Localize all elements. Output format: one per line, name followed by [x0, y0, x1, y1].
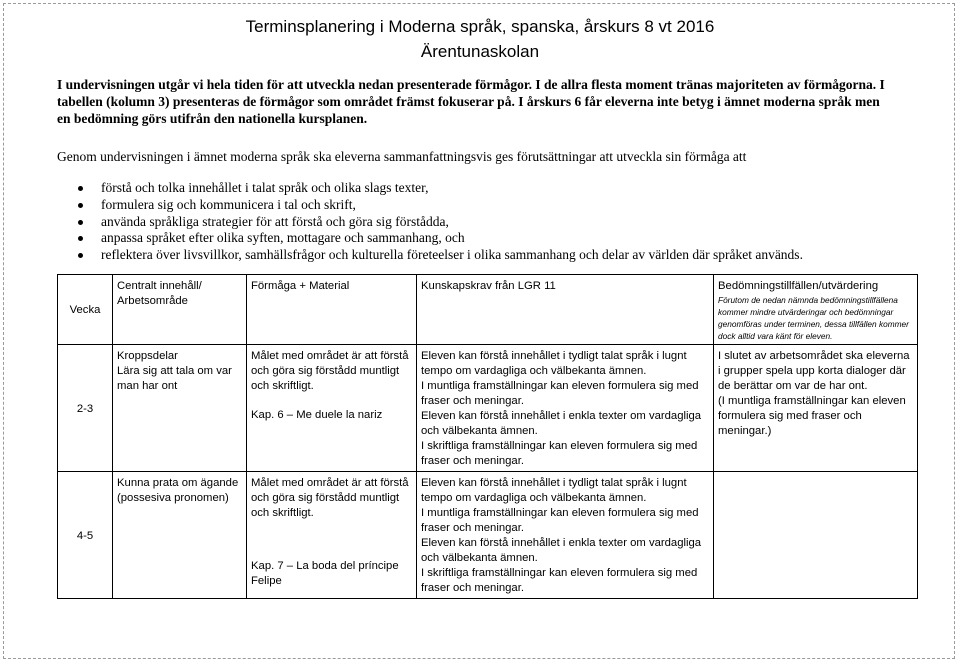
table-row — [58, 345, 918, 472]
page-title: Terminsplanering i Moderna språk, spanska, årskurs 8 vt 2016 — [245, 17, 715, 36]
criteria-cell: Eleven kan förstå innehållet i tydligt talat språk i lugnt tempo om vardagliga och välbekanta ämnen. I muntliga framställningar kan eleven formulera sig med fraser och meningar. Eleven kan förstå innehållet i enkla texter om vardagliga och välbekanta ämnen. I skriftliga framställningar kan eleven formulera sig med fraser och meningar. — [417, 345, 714, 472]
ability-cell: Målet med området är att förstå och göra sig förstådd muntligt och skriftligt. Kap. 6 – Me duele la nariz — [247, 345, 417, 472]
table-header-row — [58, 275, 918, 345]
assessment-cell: I slutet av arbetsområdet ska eleverna i grupper spela upp korta dialoger där de berättar om var de har ont. (I muntliga framställningar kan eleven formulera sig med fraser och meningar.) — [714, 345, 918, 472]
bullet-icon — [78, 220, 83, 225]
planning-table — [57, 274, 918, 599]
table-row — [58, 472, 918, 599]
criteria-cell: Eleven kan förstå innehållet i tydligt talat språk i lugnt tempo om vardagliga och välbekanta ämnen. I muntliga framställningar kan eleven formulera sig med fraser och meningar. Eleven kan förstå innehållet i enkla texter om vardagliga och välbekanta ämnen. I skriftliga framställningar kan eleven formulera sig med fraser och meningar. — [417, 472, 714, 599]
bullet-icon — [78, 236, 83, 241]
ability-item: formulera sig och kommunicera i tal och skrift, — [70, 197, 803, 214]
ability-cell: Målet med området är att förstå och göra sig förstådd muntligt och skriftligt. Kap. 7 – La boda del príncipe Felipe — [247, 472, 417, 599]
abilities-lead: Genom undervisningen i ämnet moderna språk ska eleverna sammanfattningsvis ges förutsättningar att utveckla sin förmåga att — [57, 149, 747, 164]
ability-item: reflektera över livsvillkor, samhällsfrågor och kulturella företeelser i olika sammanhang och delar av världen där språket används. — [70, 247, 803, 264]
content-cell: Kunna prata om ägande (possesiva pronomen) — [113, 472, 247, 599]
bullet-icon — [78, 253, 83, 258]
material-label: Kap. 6 – Me duele la nariz — [251, 409, 383, 421]
assessment-note: Förutom de nedan nämnda bedömningstillfällena kommer mindre utvärderingar och bedömningar genomföras under terminen, dessa tillfällen kommer dock alltid vara känt för eleven. — [718, 295, 909, 341]
intro-paragraph: I undervisningen utgår vi hela tiden för att utveckla nedan presenterade förmågor. I de allra flesta moment tränas majoriteten av förmågorna. I tabellen (kolumn 3) presenteras de förmågor som området främst fokuserar på. I årskurs 6 får eleverna inte betyg i ämnet moderna språk men en bedömning görs utifrån den nationella kursplanen. — [57, 77, 885, 126]
bullet-icon — [78, 186, 83, 191]
header-criteria: Kunskapskrav från LGR 11 — [417, 275, 714, 345]
ability-item: förstå och tolka innehållet i talat språk och olika slags texter, — [70, 180, 803, 197]
week-cell: 2-3 — [58, 345, 113, 472]
week-cell: 4-5 — [58, 472, 113, 599]
content-cell: Kroppsdelar Lära sig att tala om var man har ont — [113, 345, 247, 472]
material-label: Kap. 7 – La boda del príncipe Felipe — [251, 560, 399, 587]
assessment-cell — [714, 472, 918, 599]
header-content: Centralt innehåll/ Arbetsområde — [113, 275, 247, 345]
school-name: Ärentunaskolan — [420, 42, 540, 61]
header-assessment: Bedömningstillfällen/utvärdering Förutom de nedan nämnda bedömningstillfällena kommer mindre utvärderingar och bedömningar genomföras under terminen, dessa tillfällen kommer dock alltid vara känt för eleven. — [714, 275, 918, 345]
ability-item: använda språkliga strategier för att förstå och göra sig förstådda, — [70, 214, 803, 231]
bullet-icon — [78, 203, 83, 208]
header-ability: Förmåga + Material — [247, 275, 417, 345]
header-week: Vecka — [58, 275, 113, 345]
abilities-list — [70, 180, 803, 264]
ability-item: anpassa språket efter olika syften, mottagare och sammanhang, och — [70, 230, 803, 247]
